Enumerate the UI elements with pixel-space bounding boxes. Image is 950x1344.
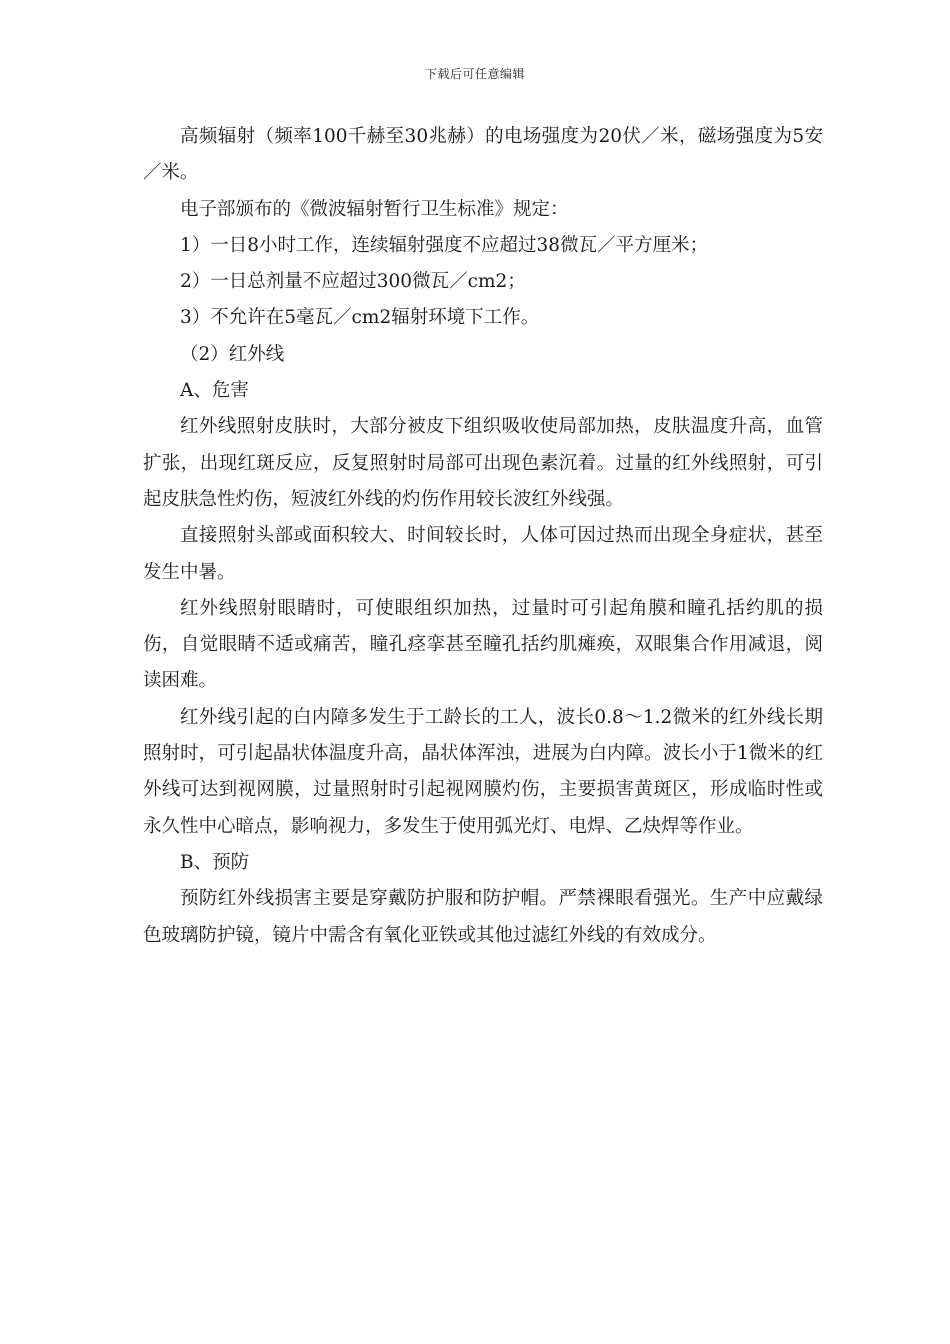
paragraph-standard-item-3: 3）不允许在5毫瓦／cm2辐射环境下工作。: [180, 307, 540, 329]
paragraph-high-frequency-radiation: 高频辐射（频率100千赫至30兆赫）的电场强度为20伏／米，磁场强度为5安／米。: [143, 126, 823, 184]
section-heading-infrared: （2）红外线: [180, 343, 285, 365]
page-header: 下载后可任意编辑: [424, 67, 525, 81]
document-body: [143, 119, 823, 954]
paragraph-cataract: 红外线引起的白内障多发生于工龄长的工人，波长0.8～1.2微米的红外线长期照射时，可引起晶状体温度升高，晶状体浑浊，进展为白内障。波长小于1微米的红外线可达到视网膜，过量照射时引起视网膜灼伤，主要损害黄斑区，形成临时性或永久性中心暗点，影响视力，多发生于使用弧光灯、电焊、乙炔焊等作业。: [143, 706, 823, 837]
paragraph-microwave-standard: 电子部颁布的《微波辐射暂行卫生标准》规定：: [180, 198, 569, 220]
subheading-hazards: A、危害: [180, 380, 249, 402]
paragraph-heat-stroke: 直接照射头部或面积较大、时间较长时，人体可因过热而出现全身症状，甚至发生中暑。: [143, 525, 823, 583]
paragraph-skin-effects: 红外线照射皮肤时，大部分被皮下组织吸收使局部加热，皮肤温度升高，血管扩张，出现红斑反应，反复照射时局部可出现色素沉着。过量的红外线照射，可引起皮肤急性灼伤，短波红外线的灼伤作用较长波红外线强。: [143, 416, 823, 510]
paragraph-prevention: 预防红外线损害主要是穿戴防护服和防护帽。严禁裸眼看强光。生产中应戴绿色玻璃防护镜，镜片中需含有氧化亚铁或其他过滤红外线的有效成分。: [143, 888, 823, 946]
subheading-prevention: B、预防: [180, 851, 250, 873]
paragraph-standard-item-1: 1）一日8小时工作，连续辐射强度不应超过38微瓦／平方厘米；: [180, 234, 709, 256]
paragraph-eye-effects: 红外线照射眼睛时，可使眼组织加热，过量时可引起角膜和瞳孔括约肌的损伤，自觉眼睛不适或痛苦，瞳孔痉挛甚至瞳孔括约肌瘫痪，双眼集合作用减退，阅读困难。: [143, 597, 823, 692]
paragraph-standard-item-2: 2）一日总剂量不应超过300微瓦／cm2；: [180, 271, 526, 293]
